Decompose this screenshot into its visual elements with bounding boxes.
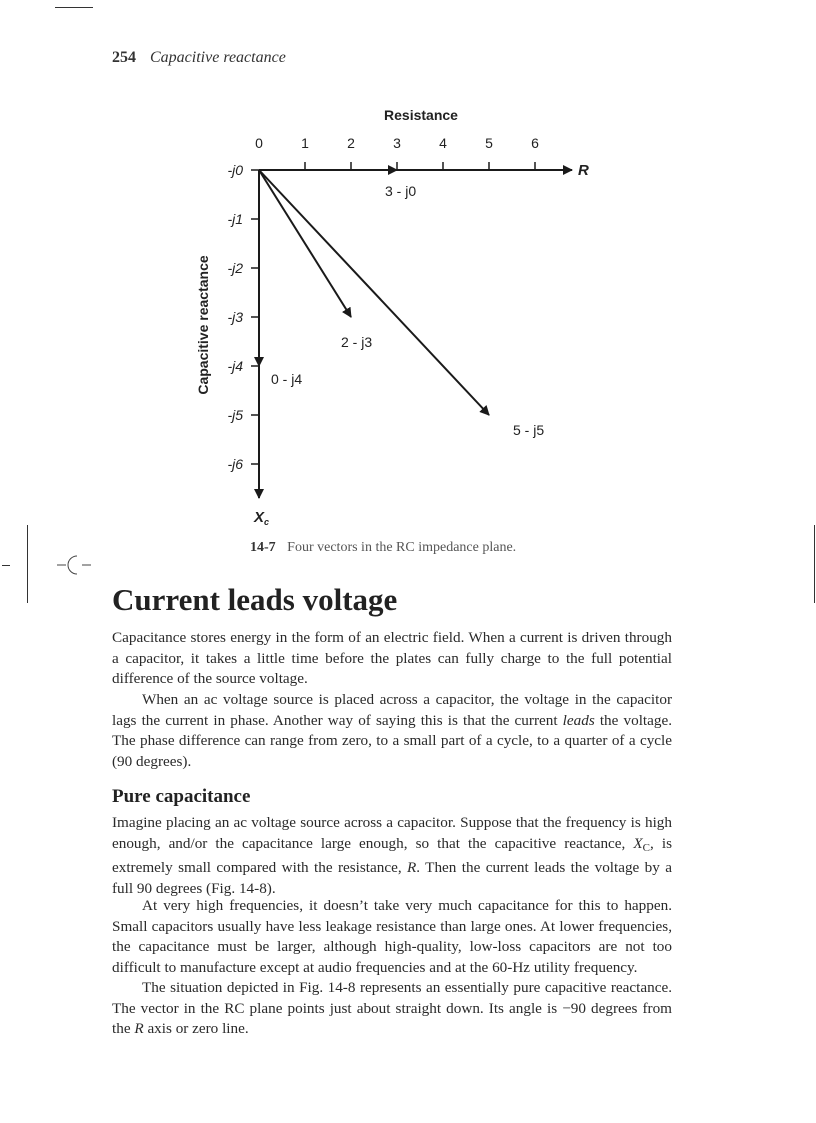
resistance-axis-label: Resistance [384,107,458,123]
running-header [112,49,286,67]
x-tick-label: 4 [439,135,447,151]
y-tick-label: -j3 [227,309,243,325]
x-tick-label: 2 [347,135,355,151]
vector-label: 3 - j0 [385,183,417,199]
running-title: Capacitive reactance [150,49,286,66]
impedance-plane-diagram [0,100,816,540]
y-tick-label: -j0 [227,162,243,178]
vector-label: 0 - j4 [271,371,303,387]
figure-number: 14-7 [250,540,276,555]
subsection-heading: Pure capacitance [112,786,251,807]
paragraph-1: Capacitance stores energy in the form of an electric field. When a current is driven through a capacitor, it takes a little time before the plates can fully charge to the full potential difference of the source voltage. [112,629,672,687]
section-heading: Current leads voltage [112,582,398,617]
vector-label: 2 - j3 [341,334,373,350]
x-tick-label: 6 [531,135,539,151]
vector-arrow [259,170,351,317]
x-tick-label: 5 [485,135,493,151]
y-tick-label: -j2 [227,260,243,276]
y-tick-label: -j1 [227,211,243,227]
paragraph-4: At very high frequencies, it doesn’t take very much capacitance for this to happen. Small capacitors usually have less leakage resistance than large ones. At lower frequencies, the capacitance must be larger, although high-quality, low-loss capacitors are not too difficult to manufacture except at audio frequencies and at the 60-Hz utility frequency. [112,897,672,976]
impedance-vectors [259,170,544,438]
r-axis-end-label: R [578,162,589,179]
x-tick-label: 0 [255,135,263,151]
y-axis-ticks [227,162,259,472]
xc-axis-end-label: $X_c$ [254,509,270,527]
figure-caption-text: Four vectors in the RC impedance plane. [287,540,517,555]
x-tick-label: 1 [301,135,309,151]
paragraph-5: The situation depicted in Fig. 14-8 represents an essentially pure capacitive reactance. The vector in the RC plane points just about straight down. Its angle is −90 degrees from the R axis or zero line. [112,979,672,1037]
x-axis-ticks [255,135,539,170]
paragraph-2: When an ac voltage source is placed across a capacitor, the voltage in the capacitor lags the current in phase. Another way of saying this is that the current leads the voltage. The phase difference can range from zero, to a small part of a cycle, to a quarter of a cycle (90 degrees). [112,691,673,770]
emphasis-leads: leads [562,711,595,729]
paragraph-3: Imagine placing an ac voltage source across a capacitor. Suppose that the frequency is high enough, and/or the capacitance large enough, so that the capacitive reactance, XC, is extremely small compared with the resistance, R. Then the current leads the voltage by a full 90 degrees (Fig. 14-8). [112,814,672,897]
capacitive-reactance-axis-label: Capacitive reactance [195,255,211,395]
figure-caption [250,540,516,556]
vector-label: 5 - j5 [513,422,545,438]
x-tick-label: 3 [393,135,401,151]
crop-mark-left-dash [2,565,10,566]
y-tick-label: -j5 [227,407,243,423]
page-number: 254 [112,49,136,66]
crop-mark-top [55,7,93,8]
y-tick-label: -j6 [227,456,243,472]
registration-mark [57,552,91,578]
y-tick-label: -j4 [227,358,243,374]
